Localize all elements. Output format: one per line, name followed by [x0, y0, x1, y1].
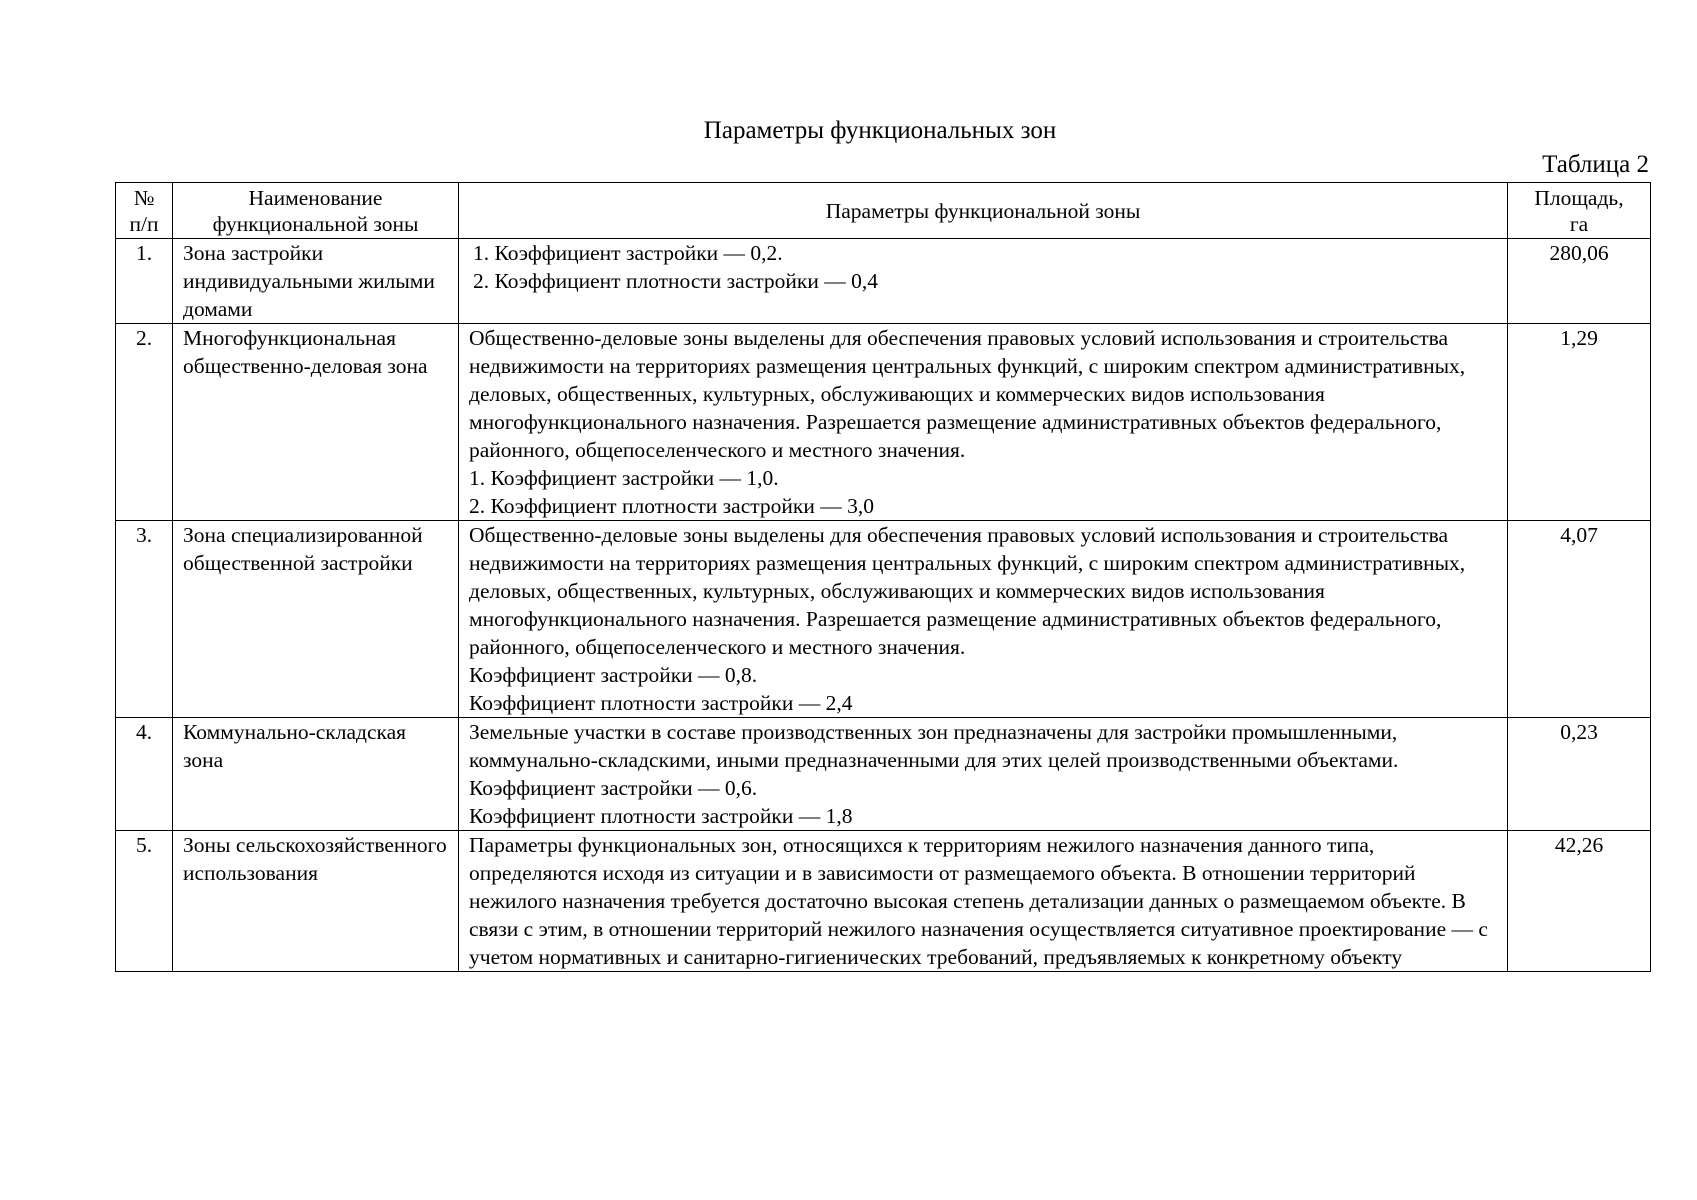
param-line: Коэффициент застройки — 0,8. — [469, 663, 758, 687]
header-name-line: функциональной зоны — [212, 211, 419, 236]
header-area-line: га — [1569, 211, 1589, 236]
header-num-line: № — [133, 185, 155, 210]
param-line: Коэффициент плотности застройки — 2,4 — [469, 691, 853, 715]
param-description: Параметры функциональных зон, относящихся к территориям нежилого назначения данного типа, определяются исходя из ситуации и в зависимости от размещаемого объекта. В отношении территорий нежилого назначения требуется достаточно высокая степень детализации данных о размещаемом объекте. В связи с этим, в отношении территорий нежилого назначения осуществляется ситуативное проектирование — с учетом нормативных и санитарно-гигиенических требований, предъявляемых к конкретному объекту — [469, 833, 1488, 969]
row-zone-name: Коммунально-складская зона — [173, 718, 459, 831]
param-line: 1. Коэффициент застройки — 1,0. — [469, 466, 779, 490]
row-area: 42,26 — [1508, 831, 1651, 972]
row-num: 4. — [116, 718, 173, 831]
table-header-row — [116, 183, 1651, 239]
row-params — [459, 831, 1508, 972]
param-line: 2. Коэффициент плотности застройки — 3,0 — [469, 494, 874, 518]
row-num: 1. — [116, 239, 173, 324]
param-line: Коэффициент застройки — 0,6. — [469, 776, 758, 800]
row-area: 0,23 — [1508, 718, 1651, 831]
row-num: 3. — [116, 521, 173, 718]
zones-table — [115, 182, 1651, 972]
row-area: 280,06 — [1508, 239, 1651, 324]
param-line: 2. Коэффициент плотности застройки — 0,4 — [473, 269, 878, 293]
document-title: Параметры функциональных зон — [703, 117, 1057, 144]
table-row — [116, 239, 1651, 324]
header-num — [116, 183, 173, 239]
table-row — [116, 718, 1651, 831]
row-num: 2. — [116, 324, 173, 521]
row-params — [459, 718, 1508, 831]
table-row — [116, 324, 1651, 521]
header-area — [1508, 183, 1651, 239]
row-area: 4,07 — [1508, 521, 1651, 718]
table-label: Таблица 2 — [1542, 151, 1649, 178]
row-params — [459, 521, 1508, 718]
row-params — [459, 239, 1508, 324]
row-params — [459, 324, 1508, 521]
table-row — [116, 521, 1651, 718]
param-description: Общественно-деловые зоны выделены для обеспечения правовых условий использования и строительства недвижимости на территориях размещения центральных функций, с широким спектром административных, деловых, общественных, культурных, обслуживающих и коммерческих видов использования многофункционального назначения. Разрешается размещение административных объектов федерального, районного, общепоселенческого и местного значения. — [469, 326, 1466, 462]
table-row — [116, 831, 1651, 972]
row-zone-name: Многофункциональная общественно-деловая зона — [173, 324, 459, 521]
row-zone-name: Зона специализированной общественной застройки — [173, 521, 459, 718]
header-params — [459, 183, 1508, 239]
param-description: Земельные участки в составе производственных зон предназначены для застройки промышленными, коммунально-складскими, иными предназначенными для этих целей производственными объектами. — [469, 720, 1399, 772]
param-line: Коэффициент плотности застройки — 1,8 — [469, 804, 853, 828]
header-params-label: Параметры функциональной зоны — [825, 198, 1141, 223]
header-name — [173, 183, 459, 239]
row-num: 5. — [116, 831, 173, 972]
row-zone-name: Зона застройки индивидуальными жилыми домами — [173, 239, 459, 324]
param-line: 1. Коэффициент застройки — 0,2. — [473, 241, 783, 265]
row-zone-name: Зоны сельскохозяйственного использования — [173, 831, 459, 972]
header-name-line: Наименование — [248, 185, 383, 210]
header-area-line: Площадь, — [1534, 185, 1624, 210]
param-description: Общественно-деловые зоны выделены для обеспечения правовых условий использования и строительства недвижимости на территориях размещения центральных функций, с широким спектром административных, деловых, общественных, культурных, обслуживающих и коммерческих видов использования многофункционального назначения. Разрешается размещение административных объектов федерального, районного, общепоселенческого и местного значения. — [469, 523, 1466, 659]
header-num-line: п/п — [129, 211, 159, 236]
row-area: 1,29 — [1508, 324, 1651, 521]
